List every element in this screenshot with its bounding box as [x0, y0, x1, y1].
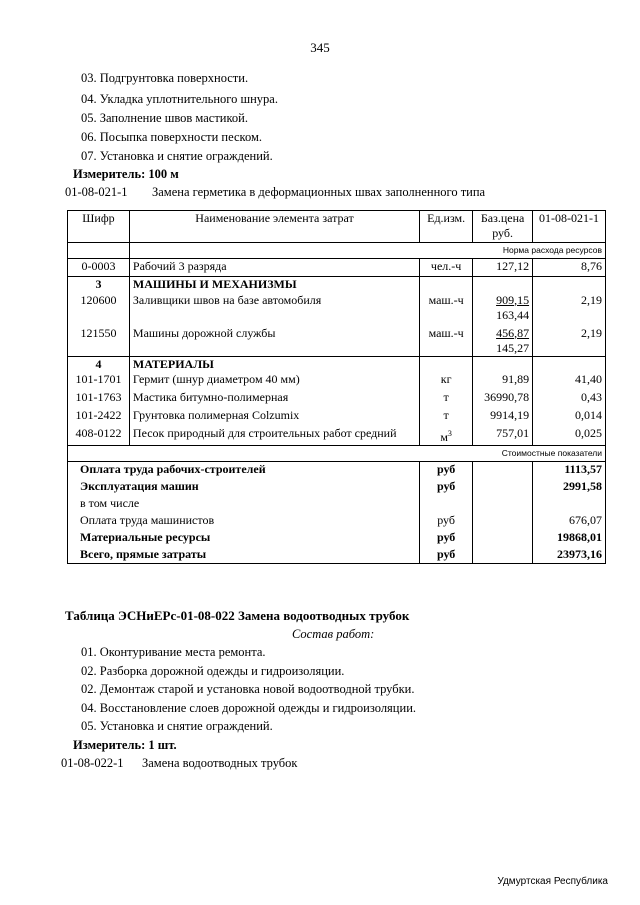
table-row: 101-2422 Грунтовка полимерная Colzumix т 9914,19 0,014 — [68, 408, 606, 426]
header-norm: 01-08-021-1 — [533, 211, 606, 243]
cost-row: Материальные ресурсы руб 19868,01 — [68, 530, 606, 547]
work-step: 02. Демонтаж старой и установка новой водоотводной трубки. — [81, 682, 415, 696]
table-title: Таблица ЭСНиЕРс-01-08-022 Замена водоотводных трубок — [65, 608, 410, 623]
measure-unit: Измеритель: 1 шт. — [73, 738, 177, 752]
work-step: 04. Укладка уплотнительного шнура. — [81, 92, 278, 106]
works-caption: Состав работ: — [292, 627, 375, 641]
section-row: 4 МАТЕРИАЛЫ — [68, 356, 606, 372]
table-row: 120600 Заливщики швов на базе автомобиля маш.-ч 909,15 163,44 2,19 — [68, 293, 606, 323]
item-code: 01-08-022-1 — [61, 756, 124, 770]
header-price: Баз.цена руб. — [473, 211, 533, 243]
item-description: Замена водоотводных трубок — [142, 756, 298, 770]
item-description: Замена герметика в деформационных швах заполненного типа — [152, 185, 486, 199]
work-step: 04. Восстановление слоев дорожной одежды и гидроизоляции. — [81, 701, 417, 715]
work-step: 03. Подгрунтовка поверхности. — [81, 71, 249, 85]
table-row: 0-0003 Рабочий 3 разряда чел.-ч 127,12 8,76 — [68, 259, 606, 277]
region-footer: Удмуртская Республика — [497, 876, 608, 887]
page-number: 345 — [310, 40, 330, 55]
work-step: 07. Установка и снятие ограждений. — [81, 149, 273, 163]
header-code: Шифр — [68, 211, 130, 243]
cost-row: Эксплуатация машин руб 2991,58 — [68, 479, 606, 496]
header-name: Наименование элемента затрат — [129, 211, 419, 243]
work-step: 05. Заполнение швов мастикой. — [81, 111, 248, 125]
header-unit: Ед.изм. — [420, 211, 473, 243]
cost-row: Всего, прямые затраты руб 23973,16 — [68, 547, 606, 564]
cost-row: Оплата труда рабочих-строителей руб 1113,57 — [68, 462, 606, 479]
work-step: 02. Разборка дорожной одежды и гидроизоляции. — [81, 664, 345, 678]
work-step: 05. Установка и снятие ограждений. — [81, 719, 273, 733]
cost-caption: Стоимостные показатели — [68, 446, 606, 462]
resource-table — [67, 210, 606, 564]
table-row: 408-0122 Песок природный для строительных работ средний $м^3$ 757,01 0,025 — [68, 426, 606, 446]
table-row: 121550 Машины дорожной службы маш.-ч 456,87 145,27 2,19 — [68, 323, 606, 357]
work-step: 01. Оконтуривание места ремонта. — [81, 645, 266, 659]
item-code: 01-08-021-1 — [65, 185, 128, 199]
table-row: 101-1763 Мастика битумно-полимерная т 36990,78 0,43 — [68, 390, 606, 408]
norm-caption: Норма расхода ресурсов — [129, 243, 605, 259]
table-row: 101-1701 Гермит (шнур диаметром 40 мм) кг 91,89 41,40 — [68, 372, 606, 390]
work-step: 06. Посыпка поверхности песком. — [81, 130, 263, 144]
measure-unit: Измеритель: 100 м — [73, 167, 179, 181]
section-row: 3 МАШИНЫ И МЕХАНИЗМЫ — [68, 277, 606, 293]
cost-row: Оплата труда машинистов руб 676,07 — [68, 513, 606, 530]
cost-row: в том числе — [68, 496, 606, 513]
